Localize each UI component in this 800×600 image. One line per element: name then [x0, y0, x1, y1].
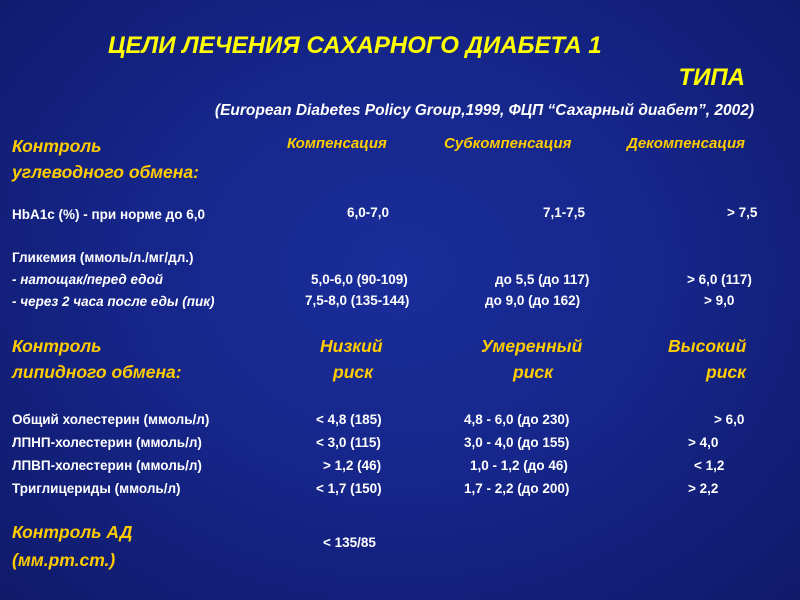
risk-header-high-line2: риск: [706, 362, 746, 382]
lipid-row-label-total-cholesterol: Общий холестерин (ммоль/л): [12, 412, 210, 427]
lipid-row-label-triglycerides: Триглицериды (ммоль/л): [12, 481, 181, 496]
col-header-compensation: Компенсация: [287, 135, 387, 152]
bp-heading-line1: Контроль АД: [12, 522, 133, 542]
fasting-value-subcompensation: до 5,5 (до 117): [495, 272, 590, 287]
bp-target-value: < 135/85: [323, 535, 376, 550]
lipid-row-value-moderate: 1,0 - 1,2 (до 46): [470, 458, 568, 473]
hba1c-label: HbA1c (%) - при норме до 6,0: [12, 207, 206, 222]
bp-heading-line2: (мм.рт.ст.): [12, 550, 116, 570]
postprandial-value-subcompensation: до 9,0 (до 162): [485, 293, 581, 308]
risk-header-high-line1: Высокий: [668, 336, 747, 356]
hba1c-value-decompensation: > 7,5: [727, 205, 758, 220]
fasting-value-compensation: 5,0-6,0 (90-109): [311, 272, 408, 287]
postprandial-value-decompensation: > 9,0: [704, 293, 735, 308]
lipid-row-value-high: > 4,0: [688, 435, 719, 450]
risk-header-low-line1: Низкий: [320, 336, 383, 356]
postprandial-label: - через 2 часа после еды (пик): [12, 294, 215, 309]
slide-title-line1: ЦЕЛИ ЛЕЧЕНИЯ САХАРНОГО ДИАБЕТА 1: [108, 32, 602, 59]
hba1c-value-compensation: 6,0-7,0: [347, 205, 390, 220]
lipid-heading-line1: Контроль: [12, 336, 102, 356]
fasting-label: - натощак/перед едой: [12, 272, 163, 287]
lipid-row-label-hdl: ЛПВП-холестерин (ммоль/л): [12, 458, 202, 473]
fasting-value-decompensation: > 6,0 (117): [687, 272, 752, 287]
lipid-row-value-high: < 1,2: [694, 458, 725, 473]
risk-header-low-line2: риск: [333, 362, 373, 382]
lipid-row-value-high: > 2,2: [688, 481, 719, 496]
lipid-row-label-ldl: ЛПНП-холестерин (ммоль/л): [12, 435, 202, 450]
lipid-row-value-moderate: 1,7 - 2,2 (до 200): [464, 481, 570, 496]
lipid-row-value-high: > 6,0: [714, 412, 745, 427]
lipid-row-value-low: < 1,7 (150): [316, 481, 382, 496]
hba1c-value-subcompensation: 7,1-7,5: [543, 205, 586, 220]
lipid-row-value-low: > 1,2 (46): [323, 458, 382, 473]
lipid-row-value-moderate: 4,8 - 6,0 (до 230): [464, 412, 570, 427]
glycemia-label: Гликемия (ммоль/л./мг/дл.): [12, 250, 194, 265]
lipid-heading-line2: липидного обмена:: [12, 362, 182, 382]
risk-header-moderate-line2: риск: [513, 362, 553, 382]
postprandial-value-compensation: 7,5-8,0 (135-144): [305, 293, 410, 308]
carb-heading-line1: Контроль: [12, 136, 102, 156]
slide-source: (European Diabetes Policy Group,1999, ФЦП “Сахарный диабет”, 2002): [214, 102, 754, 119]
carb-heading-line2: углеводного обмена:: [12, 162, 199, 182]
lipid-row-value-low: < 3,0 (115): [316, 435, 381, 450]
col-header-subcompensation: Субкомпенсация: [444, 135, 572, 152]
risk-header-moderate-line1: Умеренный: [481, 336, 583, 356]
lipid-row-value-moderate: 3,0 - 4,0 (до 155): [464, 435, 570, 450]
slide-title-line2: ТИПА: [678, 64, 745, 91]
lipid-row-value-low: < 4,8 (185): [316, 412, 382, 427]
col-header-decompensation: Декомпенсация: [627, 135, 745, 152]
